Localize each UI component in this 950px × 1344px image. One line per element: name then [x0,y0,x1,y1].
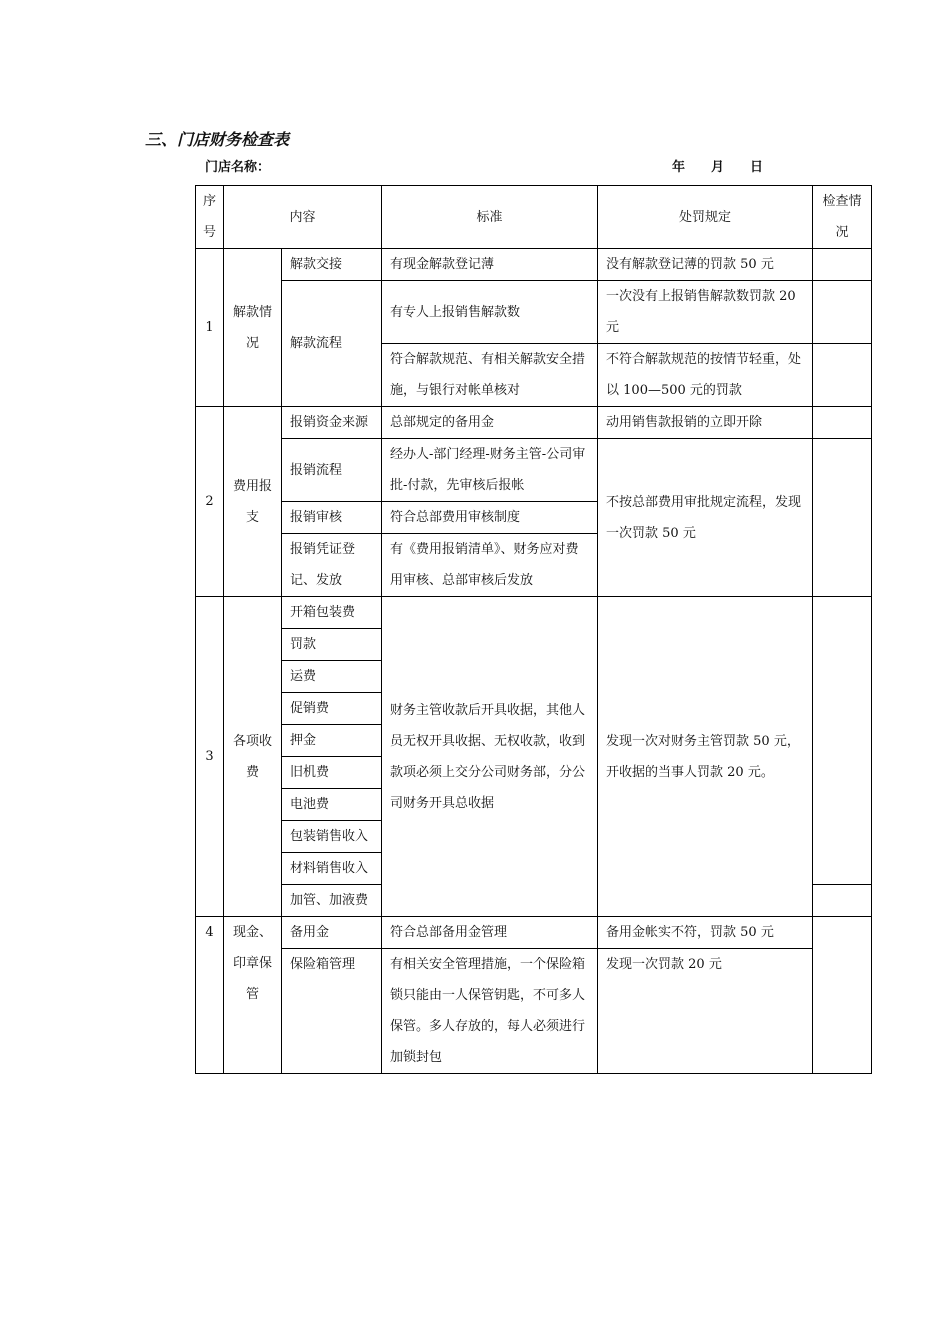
date-line [672,156,789,175]
standard-cell: 总部规定的备用金 [382,407,598,439]
category-cell: 解款情况 [224,249,282,407]
table-row [196,597,872,629]
table-row [196,917,872,949]
day-label: 日 [750,160,764,175]
item-cell: 报销审核 [282,502,382,534]
header-standard: 标准 [382,186,598,249]
penalty-cell: 动用销售款报销的立即开除 [598,407,813,439]
standard-cell: 有相关安全管理措施，一个保险箱锁只能由一人保管钥匙，不可多人保管。多人存放的，每人必须进行加锁封包 [382,949,598,1074]
standard-cell: 经办人-部门经理-财务主管-公司审批-付款，先审核后报帐 [382,439,598,502]
standard-cell: 符合总部备用金管理 [382,917,598,949]
header-seq: 序号 [196,186,224,249]
item-cell: 解款流程 [282,281,382,407]
check-cell[interactable] [813,407,872,439]
month-label: 月 [711,160,725,175]
penalty-cell: 不按总部费用审批规定流程，发现一次罚款 50 元 [598,439,813,597]
item-cell: 旧机费 [282,757,382,789]
category-cell: 费用报支 [224,407,282,597]
year-label: 年 [672,160,686,175]
seq-cell: 3 [196,597,224,917]
item-cell: 包装销售收入 [282,821,382,853]
header-penalty: 处罚规定 [598,186,813,249]
check-cell[interactable] [813,439,872,597]
standard-cell: 符合解款规范、有相关解款安全措施，与银行对帐单核对 [382,344,598,407]
table-row [196,281,872,344]
header-row [196,186,872,249]
item-cell: 开箱包装费 [282,597,382,629]
item-cell: 押金 [282,725,382,757]
penalty-cell: 一次没有上报销售解款数罚款 20 元 [598,281,813,344]
standard-cell: 财务主管收款后开具收据，其他人员无权开具收据、无权收款，收到款项必须上交分公司财务部，分公司财务开具总收据 [382,597,598,917]
standard-cell: 有专人上报销售解款数 [382,281,598,344]
item-cell: 电池费 [282,789,382,821]
store-name-label: 门店名称： [205,160,271,175]
item-cell: 报销凭证登记、发放 [282,534,382,597]
table-row [196,439,872,502]
header-content: 内容 [224,186,382,249]
item-cell: 罚款 [282,629,382,661]
standard-cell: 有现金解款登记薄 [382,249,598,281]
check-cell[interactable] [813,885,872,917]
table-row [196,407,872,439]
penalty-cell: 发现一次罚款 20 元 [598,949,813,1074]
category-cell: 各项收费 [224,597,282,917]
seq-cell: 1 [196,249,224,407]
seq-cell: 4 [196,917,224,1074]
item-cell: 解款交接 [282,249,382,281]
item-cell: 促销费 [282,693,382,725]
seq-cell: 2 [196,407,224,597]
table-row [196,249,872,281]
category-cell: 现金、印章保管 [224,917,282,1074]
header-check: 检查情况 [813,186,872,249]
item-cell: 报销流程 [282,439,382,502]
item-cell: 运费 [282,661,382,693]
standard-cell: 有《费用报销清单》、财务应对费用审核、总部审核后发放 [382,534,598,597]
penalty-cell: 不符合解款规范的按情节轻重，处以 100—500 元的罚款 [598,344,813,407]
penalty-cell: 发现一次对财务主管罚款 50 元，开收据的当事人罚款 20 元。 [598,597,813,917]
item-cell: 保险箱管理 [282,949,382,1074]
page-title: 三、门店财务检查表 [145,130,290,149]
item-cell: 备用金 [282,917,382,949]
item-cell: 材料销售收入 [282,853,382,885]
check-cell[interactable] [813,917,872,1074]
penalty-cell: 没有解款登记薄的罚款 50 元 [598,249,813,281]
check-cell[interactable] [813,281,872,344]
item-cell: 加管、加液费 [282,885,382,917]
table-row [196,949,872,1074]
standard-cell: 符合总部费用审核制度 [382,502,598,534]
finance-check-table [195,185,872,1074]
check-cell[interactable] [813,597,872,885]
item-cell: 报销资金来源 [282,407,382,439]
penalty-cell: 备用金帐实不符，罚款 50 元 [598,917,813,949]
check-cell[interactable] [813,249,872,281]
check-cell[interactable] [813,344,872,407]
